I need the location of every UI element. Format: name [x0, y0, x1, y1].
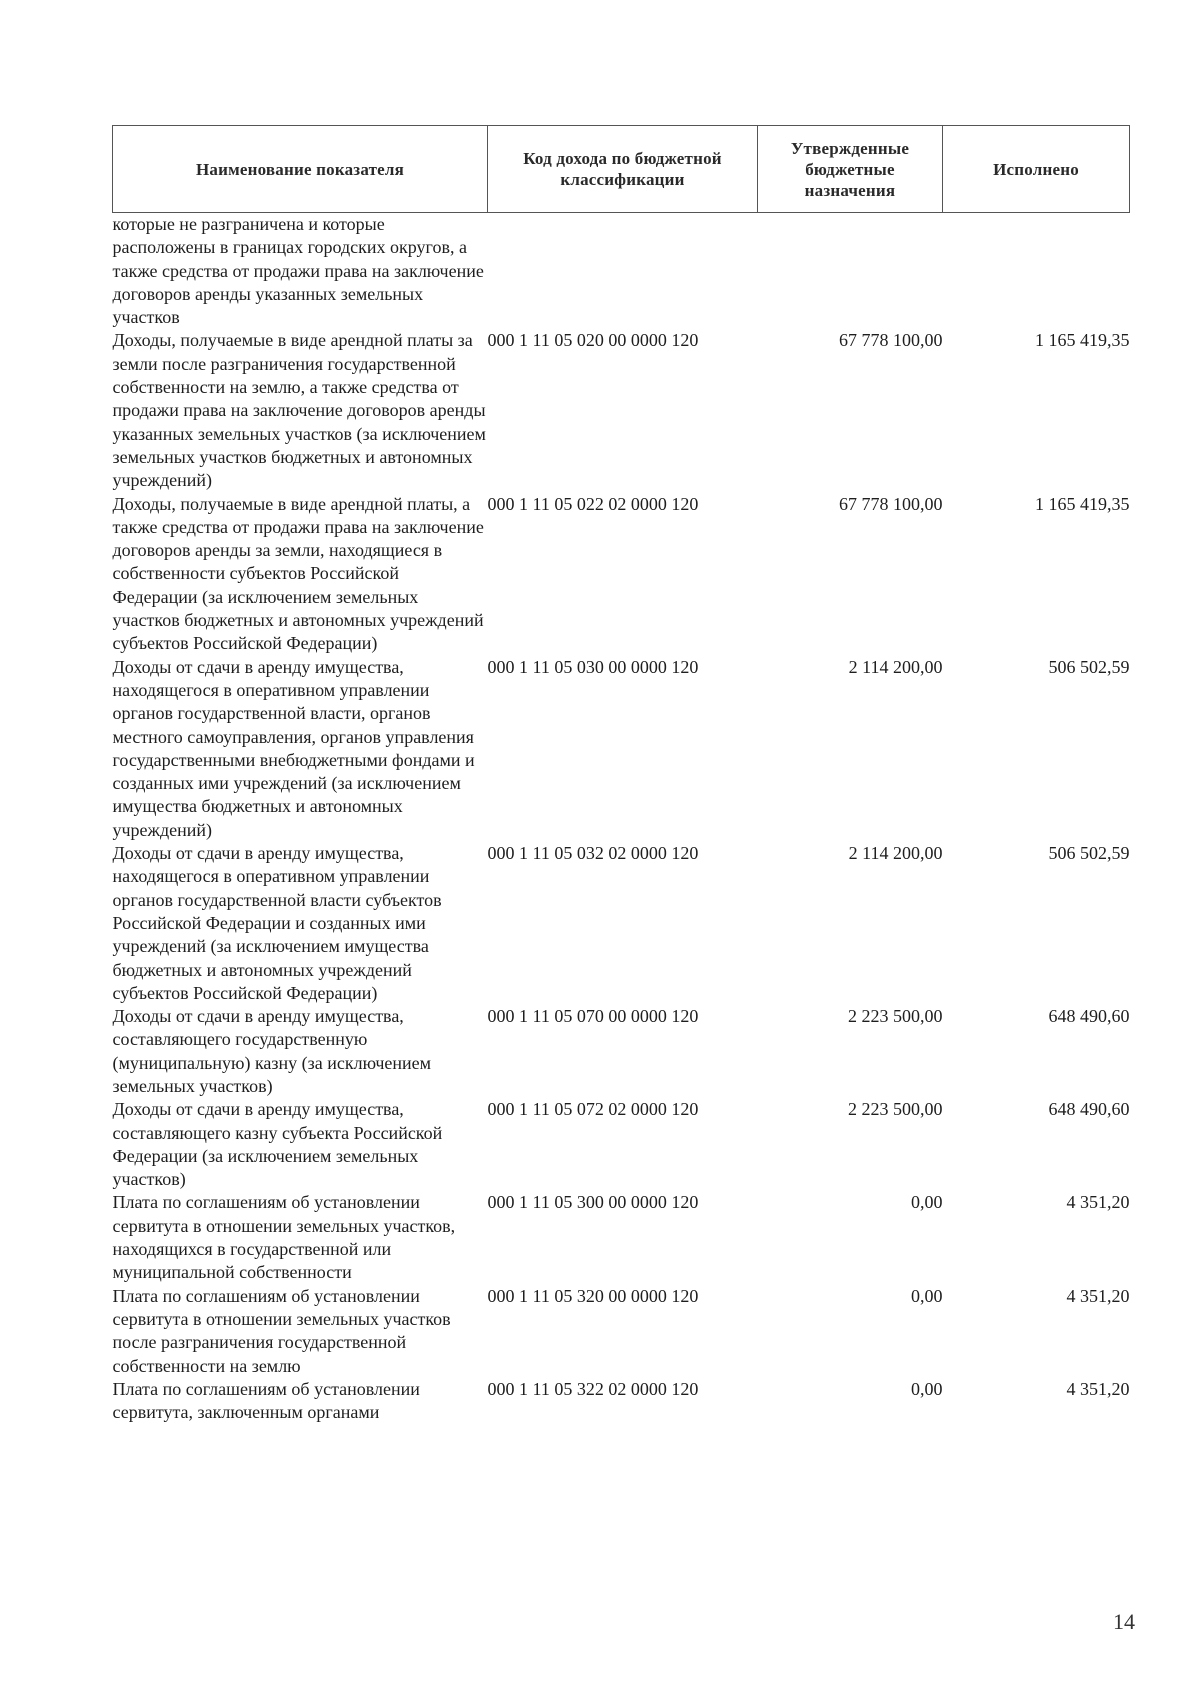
row-approved: 67 778 100,00 [839, 493, 943, 514]
table-header [113, 126, 1130, 213]
row-approved: 0,00 [911, 1285, 943, 1306]
row-code: 000 1 11 05 022 02 0000 120 [487, 493, 699, 514]
row-code: 000 1 11 05 020 00 0000 120 [487, 330, 699, 351]
row-executed: 1 165 419,35 [1035, 493, 1130, 514]
row-executed: 648 490,60 [1048, 1099, 1130, 1120]
row-approved: 2 223 500,00 [848, 1099, 943, 1120]
row-executed: 4 351,20 [1066, 1192, 1130, 1213]
row-executed: 4 351,20 [1066, 1285, 1130, 1306]
row-name: Доходы от сдачи в аренду имущества, находящегося в оперативном управлении органов государственной власти субъектов Российской Федерации и созданных ими учреждений (за исключением имущества бюджетных и автономных учреждений субъектов Российской Федерации) [112, 843, 442, 1003]
table-row [113, 1098, 1130, 1191]
header-name: Наименование показателя [113, 126, 488, 213]
table-row [113, 842, 1130, 1005]
page-number: 14 [1113, 1609, 1135, 1634]
row-approved: 0,00 [911, 1378, 943, 1399]
row-approved [758, 213, 943, 330]
table-row [113, 1191, 1130, 1284]
table-body [113, 213, 1130, 1425]
row-name: Доходы, получаемые в виде арендной платы, а также средства от продажи права на заключение договоров аренды за земли, находящиеся в собственности субъектов Российской Федерации (за исключением земельных участков бюджетных и автономных учреждений субъектов Российской Федерации) [112, 493, 484, 654]
row-name: Плата по соглашениям об установлении сервитута в отношении земельных участков после разграничения государственной собственности на землю [112, 1285, 451, 1376]
row-name: Доходы от сдачи в аренду имущества, составляющего государственную (муниципальную) казну (за исключением земельных участков) [112, 1006, 432, 1096]
row-approved: 0,00 [911, 1192, 943, 1213]
row-code: 000 1 11 05 322 02 0000 120 [487, 1378, 699, 1399]
row-executed: 1 165 419,35 [1035, 330, 1130, 351]
row-approved: 2 114 200,00 [848, 843, 943, 864]
row-approved: 2 114 200,00 [848, 656, 943, 677]
row-code [488, 213, 758, 330]
row-executed: 648 490,60 [1048, 1006, 1130, 1027]
row-name: Плата по соглашениям об установлении сервитута, заключенным органами [112, 1378, 420, 1423]
row-executed [943, 213, 1130, 330]
header-code: Код дохода по бюджетной классификации [488, 126, 758, 213]
header-executed: Исполнено [943, 126, 1130, 213]
row-code: 000 1 11 05 030 00 0000 120 [487, 656, 699, 677]
row-name: Доходы от сдачи в аренду имущества, составляющего казну субъекта Российской Федерации (за исключением земельных участков) [112, 1099, 443, 1190]
row-approved: 67 778 100,00 [839, 330, 943, 351]
row-approved: 2 223 500,00 [848, 1006, 943, 1027]
table-row [113, 656, 1130, 842]
budget-execution-table [112, 125, 1130, 1424]
table-row [113, 213, 1130, 330]
row-code: 000 1 11 05 320 00 0000 120 [487, 1285, 699, 1306]
row-name: Плата по соглашениям об установлении сервитута в отношении земельных участков, находящихся в государственной или муниципальной собственности [112, 1192, 456, 1283]
row-executed: 506 502,59 [1048, 656, 1130, 677]
row-name: Доходы от сдачи в аренду имущества, находящегося в оперативном управлении органов государственной власти, органов местного самоуправления, органов управления государственными внебюджетными фондами и созданных ими учреждений (за исключением имущества бюджетных и автономных учреждений) [112, 656, 475, 840]
row-name: Доходы, получаемые в виде арендной платы за земли после разграничения государственной собственности на землю, а также средства от продажи права на заключение договоров аренды указанных земельных участков (за исключением земельных участков бюджетных и автономных учреждений) [112, 330, 486, 491]
row-name: которые не разграничена и которые расположены в границах городских округов, а также средства от продажи права на заключение договоров аренды указанных земельных участков [112, 214, 484, 328]
header-approved: Утвержденные бюджетные назначения [758, 126, 943, 213]
row-executed: 506 502,59 [1048, 843, 1130, 864]
table-row [113, 1378, 1130, 1425]
row-code: 000 1 11 05 072 02 0000 120 [487, 1099, 699, 1120]
table-row [113, 1285, 1130, 1378]
table-row [113, 1005, 1130, 1098]
row-executed: 4 351,20 [1066, 1378, 1130, 1399]
row-code: 000 1 11 05 070 00 0000 120 [487, 1006, 699, 1027]
table-row [113, 493, 1130, 656]
row-code: 000 1 11 05 300 00 0000 120 [487, 1192, 699, 1213]
row-code: 000 1 11 05 032 02 0000 120 [487, 843, 699, 864]
table-row [113, 329, 1130, 492]
